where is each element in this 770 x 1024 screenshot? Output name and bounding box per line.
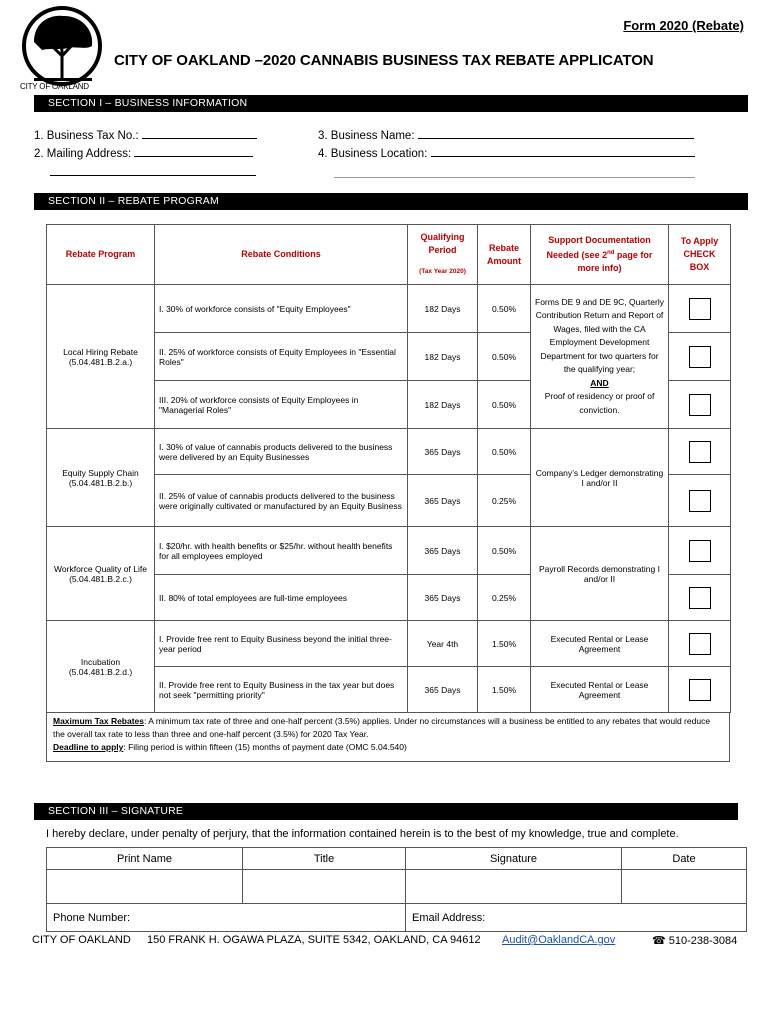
- apply-cell: [669, 429, 731, 475]
- period-cell: 365 Days: [408, 475, 478, 527]
- footer-city: CITY OF OAKLAND: [32, 934, 131, 946]
- oak-tree-logo: [20, 6, 105, 88]
- program-code: (5.04.481.B.2.c.): [69, 573, 132, 584]
- footer-email-link[interactable]: Audit@OaklandCA.gov: [502, 934, 616, 946]
- apply-cell: [669, 475, 731, 527]
- print-name-input[interactable]: [47, 870, 243, 904]
- business-location-line[interactable]: [431, 145, 695, 157]
- program-equity-supply: [47, 429, 155, 527]
- table-header-row: [47, 225, 731, 285]
- apply-checkbox[interactable]: [689, 587, 711, 609]
- program-local-hiring: [47, 285, 155, 429]
- header-amount: Rebate Amount: [478, 225, 531, 285]
- declaration-text: I hereby declare, under penalty of perjury, that the information contained herein is to the best of my knowledge, true and complete.: [46, 828, 679, 840]
- max-rebate-text: : A minimum tax rate of three and one-half percent (3.5%) applies. Under no circumstances will a business be entitled to any rebates that would reduce the overall tax rate to less than three and one-half percent (3.5%) for 2020 Tax Year.: [53, 716, 711, 739]
- amount-cell: 0.25%: [478, 475, 531, 527]
- date-label: Date: [622, 848, 747, 870]
- date-input[interactable]: [622, 870, 747, 904]
- max-rebate-note: [53, 715, 723, 741]
- apply-cell: [669, 381, 731, 429]
- apply-checkbox[interactable]: [689, 633, 711, 655]
- section1-heading: SECTION I – BUSINESS INFORMATION: [34, 95, 748, 112]
- condition-cell: II. 25% of value of cannabis products delivered to the business were originally cultivated or manufactured by an Equity Business: [155, 475, 408, 527]
- logo-caption: CITY OF OAKLAND: [20, 82, 89, 91]
- header-docs-pre: Support Documentation Needed (see 2: [546, 235, 651, 260]
- period-cell: 182 Days: [408, 333, 478, 381]
- apply-cell: [669, 285, 731, 333]
- condition-cell: II. 80% of total employees are full-time employees: [155, 575, 408, 621]
- mailing-address-field[interactable]: [34, 145, 253, 160]
- condition-cell: II. 25% of workforce consists of Equity Employees in "Essential Roles": [155, 333, 408, 381]
- header-docs-post: page for more info): [577, 250, 653, 273]
- header-period-label: Qualifying Period: [420, 232, 465, 255]
- mailing-address-line-2[interactable]: [50, 175, 256, 176]
- header-apply: To Apply CHECK BOX: [669, 225, 731, 285]
- condition-cell: III. 20% of workforce consists of Equity Employees in "Managerial Roles": [155, 381, 408, 429]
- docs-incubation-2: Executed Rental or Lease Agreement: [531, 667, 669, 713]
- business-location-line-2[interactable]: [334, 177, 695, 178]
- apply-checkbox[interactable]: [689, 298, 711, 320]
- deadline-note: [53, 741, 723, 754]
- signature-label: Signature: [406, 848, 622, 870]
- program-code: (5.04.481.B.2.a.): [68, 356, 133, 367]
- program-name: Workforce Quality of Life: [54, 563, 147, 574]
- apply-cell: [669, 621, 731, 667]
- program-name: Incubation: [80, 656, 121, 667]
- print-name-label: Print Name: [47, 848, 243, 870]
- mailing-address-line[interactable]: [134, 145, 253, 157]
- apply-checkbox[interactable]: [689, 394, 711, 416]
- apply-checkbox[interactable]: [689, 490, 711, 512]
- condition-cell: I. 30% of workforce consists of "Equity Employees": [155, 285, 408, 333]
- deadline-text: : Filing period is within fifteen (15) months of payment date (OMC 5.04.540): [123, 742, 407, 752]
- amount-cell: 1.50%: [478, 621, 531, 667]
- apply-checkbox[interactable]: [689, 540, 711, 562]
- period-cell: 365 Days: [408, 429, 478, 475]
- apply-cell: [669, 667, 731, 713]
- amount-cell: 0.50%: [478, 429, 531, 475]
- apply-checkbox[interactable]: [689, 679, 711, 701]
- apply-checkbox[interactable]: [689, 346, 711, 368]
- section3-heading: SECTION III – SIGNATURE: [34, 803, 738, 820]
- signature-input[interactable]: [406, 870, 622, 904]
- contact-row: [47, 904, 747, 932]
- amount-cell: 0.50%: [478, 333, 531, 381]
- header-docs-sup: nd: [607, 250, 615, 256]
- period-cell: 182 Days: [408, 285, 478, 333]
- signature-header-row: [47, 848, 747, 870]
- business-name-label: 3. Business Name:: [318, 130, 415, 142]
- docs-local-hiring-b: Proof of residency or proof of conviction.: [544, 391, 655, 415]
- business-name-line[interactable]: [418, 127, 694, 139]
- period-cell: 365 Days: [408, 527, 478, 575]
- condition-cell: I. Provide free rent to Equity Business beyond the initial three-year period: [155, 621, 408, 667]
- program-code: (5.04.481.B.2.b.): [68, 477, 133, 488]
- business-tax-no-line[interactable]: [142, 127, 257, 139]
- amount-cell: 1.50%: [478, 667, 531, 713]
- program-name: Equity Supply Chain: [62, 467, 139, 478]
- apply-cell: [669, 527, 731, 575]
- docs-equity-supply: Company’s Ledger demonstrating I and/or II: [531, 429, 669, 527]
- business-tax-no-label: 1. Business Tax No.:: [34, 130, 139, 142]
- docs-local-hiring-and: AND: [590, 377, 609, 388]
- signature-input-row: [47, 870, 747, 904]
- docs-incubation-1: Executed Rental or Lease Agreement: [531, 621, 669, 667]
- amount-cell: 0.50%: [478, 527, 531, 575]
- table-row: [47, 285, 731, 333]
- business-name-field[interactable]: [318, 127, 694, 142]
- apply-cell: [669, 333, 731, 381]
- docs-workforce: Payroll Records demonstrating I and/or II: [531, 527, 669, 621]
- footer-address: 150 FRANK H. OGAWA PLAZA, SUITE 5342, OAKLAND, CA 94612: [147, 934, 481, 946]
- rebate-notes: [46, 712, 730, 762]
- docs-local-hiring-a: Forms DE 9 and DE 9C, Quarterly Contribution Return and Report of Wages, filed with the CA Employment Development Department for two quarters for the qualifying year;: [535, 296, 664, 375]
- rebate-program-table: [46, 224, 731, 713]
- apply-checkbox[interactable]: [689, 441, 711, 463]
- period-cell: 182 Days: [408, 381, 478, 429]
- deadline-label: Deadline to apply: [53, 742, 124, 752]
- header-docs: [531, 225, 669, 285]
- header-program: Rebate Program: [47, 225, 155, 285]
- section2-heading: SECTION II – REBATE PROGRAM: [34, 193, 748, 210]
- page-title: CITY OF OAKLAND –2020 CANNABIS BUSINESS TAX REBATE APPLICATON: [114, 52, 654, 69]
- program-name: Local Hiring Rebate: [63, 346, 138, 357]
- header-conditions: Rebate Conditions: [155, 225, 408, 285]
- mailing-address-label: 2. Mailing Address:: [34, 148, 132, 160]
- docs-local-hiring: [531, 285, 669, 429]
- amount-cell: 0.50%: [478, 285, 531, 333]
- phone-icon: ☎: [652, 935, 666, 947]
- title-label: Title: [243, 848, 406, 870]
- business-location-label: 4. Business Location:: [318, 148, 428, 160]
- amount-cell: 0.25%: [478, 575, 531, 621]
- signature-table: [46, 847, 747, 932]
- table-row: [47, 527, 731, 575]
- footer-phone: [652, 934, 737, 947]
- business-location-field[interactable]: [318, 145, 695, 160]
- table-row: [47, 429, 731, 475]
- max-rebate-label: Maximum Tax Rebates: [53, 716, 145, 726]
- header-period: [408, 225, 478, 285]
- business-tax-no-field[interactable]: [34, 127, 257, 142]
- program-code: (5.04.481.B.2.d.): [68, 666, 133, 677]
- form-code: Form 2020 (Rebate): [623, 18, 744, 33]
- title-input[interactable]: [243, 870, 406, 904]
- phone-field[interactable]: Phone Number:: [47, 904, 406, 932]
- header-tax-year: (Tax Year 2020): [419, 268, 466, 275]
- email-field[interactable]: Email Address:: [406, 904, 747, 932]
- amount-cell: 0.50%: [478, 381, 531, 429]
- period-cell: 365 Days: [408, 667, 478, 713]
- footer-phone-number: 510-238-3084: [668, 935, 738, 947]
- period-cell: Year 4th: [408, 621, 478, 667]
- table-row: [47, 621, 731, 667]
- condition-cell: I. $20/hr. with health benefits or $25/hr. without health benefits for all employees employed: [155, 527, 408, 575]
- period-cell: 365 Days: [408, 575, 478, 621]
- program-incubation: [47, 621, 155, 713]
- condition-cell: I. 30% of value of cannabis products delivered to the business were delivered by an Equity Businesses: [155, 429, 408, 475]
- condition-cell: II. Provide free rent to Equity Business in the tax year but does not seek "permitting priority": [155, 667, 408, 713]
- program-workforce: [47, 527, 155, 621]
- apply-cell: [669, 575, 731, 621]
